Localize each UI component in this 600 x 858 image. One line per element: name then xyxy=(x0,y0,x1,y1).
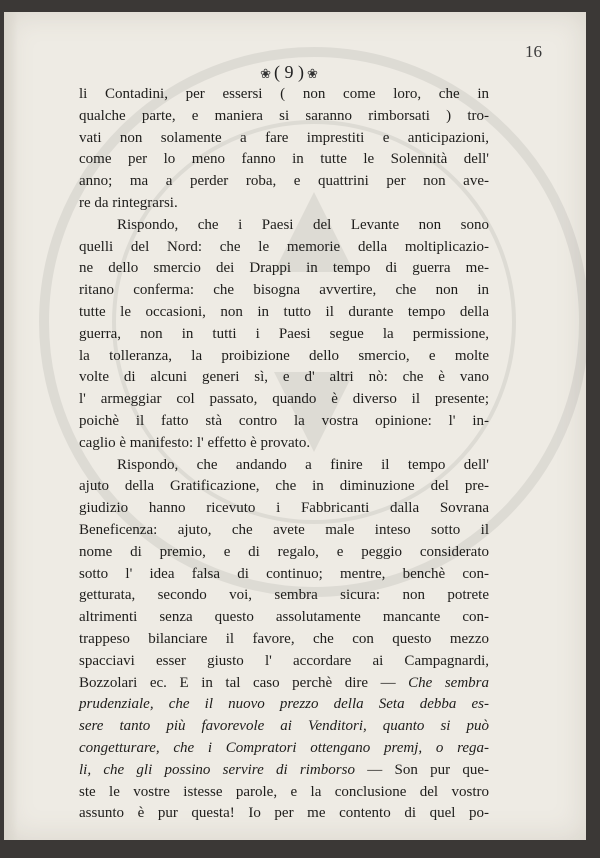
text-line xyxy=(79,716,489,738)
text-run: giudizio hanno ricevuto i Fabbricanti dalla Sovrana xyxy=(79,500,489,517)
text-run: ajuto della Gratificazione, che in diminuzione del pre- xyxy=(79,478,489,495)
fleuron-right-icon: ❀ xyxy=(307,66,318,81)
text-line xyxy=(79,324,489,346)
text-line xyxy=(79,346,489,368)
text-run: vati non solamente a fare imprestiti e anticipazioni, xyxy=(79,129,489,146)
text-run: quelli del Nord: che le memorie della moltiplicazio- xyxy=(79,238,489,255)
text-run: re da rintegrarsi. xyxy=(79,194,178,211)
text-line xyxy=(79,389,489,411)
text-line xyxy=(79,128,489,150)
text-line xyxy=(79,629,489,651)
text-run: — Son pur que- xyxy=(354,761,489,778)
text-line xyxy=(79,84,489,106)
text-line xyxy=(79,433,489,455)
text-line xyxy=(79,673,489,695)
text-run: sotto l' idea falsa di continuo; mentre, benchè con- xyxy=(79,565,489,582)
text-run: qualche parte, e maniera si saranno rimborsati ) tro- xyxy=(79,107,489,124)
text-line xyxy=(79,171,489,193)
page-header xyxy=(234,62,344,83)
text-line xyxy=(79,760,489,782)
text-run: anno; ma a perder roba, e quattrini per non ave- xyxy=(79,173,489,190)
text-line xyxy=(79,367,489,389)
text-run: Che sembra xyxy=(408,674,490,691)
text-line xyxy=(79,193,489,215)
text-run: Rispondo, che i Paesi del Levante non sono xyxy=(117,216,489,233)
text-line xyxy=(79,542,489,564)
text-run: li, che gli possino servire di rimborso xyxy=(79,761,355,778)
text-line xyxy=(79,280,489,302)
text-line xyxy=(79,237,489,259)
text-run: poichè il fatto stà contro la vostra opinione: l' in- xyxy=(79,412,489,429)
text-run: spacciavi esser giusto l' accordare ai Campagnardi, xyxy=(79,652,489,669)
page-gutter-shadow xyxy=(4,12,18,840)
text-line xyxy=(79,302,489,324)
body-text xyxy=(79,84,489,825)
text-line xyxy=(79,803,489,825)
text-line xyxy=(79,585,489,607)
text-run: ste le vostre istesse parole, e la conclusione del vostro xyxy=(79,783,489,800)
text-line xyxy=(79,564,489,586)
text-line xyxy=(79,258,489,280)
text-run: ritano conferma: che bisogna avvertire, che non in xyxy=(79,282,489,299)
fleuron-left-icon: ❀ xyxy=(260,66,271,81)
text-run: trappeso bilanciare il favore, che con questo mezzo xyxy=(79,630,489,647)
text-line xyxy=(79,411,489,433)
text-line xyxy=(79,215,489,237)
text-run: congetturare, che i Compratori ottengano premj, o rega- xyxy=(79,739,489,756)
text-line xyxy=(79,651,489,673)
text-run: altrimenti senza questo assolutamente mancante con- xyxy=(79,609,489,626)
text-run: Bozzolari ec. E in tal caso perchè dire — xyxy=(79,674,409,691)
text-run: come per lo meno fanno in tutte le Solennità dell' xyxy=(79,151,489,168)
text-run: sere tanto più favorevole ai Venditori, quanto si può xyxy=(79,718,489,735)
text-run: li Contadini, per essersi ( non come loro, che in xyxy=(79,86,489,102)
text-run: nome di premio, e di regalo, e peggio considerato xyxy=(79,543,489,560)
text-line xyxy=(79,694,489,716)
text-run: l' armeggiar col passato, quando è diverso il presente; xyxy=(79,391,489,408)
text-line xyxy=(79,106,489,128)
text-run: la tolleranza, la proibizione dello smercio, e molte xyxy=(79,347,489,364)
text-run: assunto è pur questa! Io per me contento di quel po- xyxy=(79,805,489,822)
text-line xyxy=(79,738,489,760)
text-line xyxy=(79,520,489,542)
text-line xyxy=(79,149,489,171)
text-run: Beneficenza: ajuto, che avete male inteso sotto il xyxy=(79,521,489,538)
book-page xyxy=(4,12,586,840)
text-run: ne dello smercio dei Drappi in tempo di guerra me- xyxy=(79,260,489,277)
text-run: volte di alcuni generi sì, e d' altri nò: che è vano xyxy=(79,369,489,386)
folio-number: 16 xyxy=(525,42,542,61)
text-line xyxy=(79,782,489,804)
text-line xyxy=(79,498,489,520)
text-run: Rispondo, che andando a finire il tempo dell' xyxy=(117,456,489,473)
text-run: prudenziale, che il nuovo prezzo della Seta debba es- xyxy=(79,696,489,713)
page-number: ( 9 ) xyxy=(274,62,304,82)
text-run: tutte le occasioni, non in tutto il durante tempo della xyxy=(79,303,489,320)
text-line xyxy=(79,455,489,477)
text-line xyxy=(79,607,489,629)
text-run: caglio è manifesto: l' effetto è provato. xyxy=(79,434,311,451)
text-line xyxy=(79,476,489,498)
text-run: guerra, non in tutti i Paesi segue la permissione, xyxy=(79,325,489,342)
text-run: getturata, secondo voi, sembra sicura: non potrete xyxy=(79,587,489,604)
